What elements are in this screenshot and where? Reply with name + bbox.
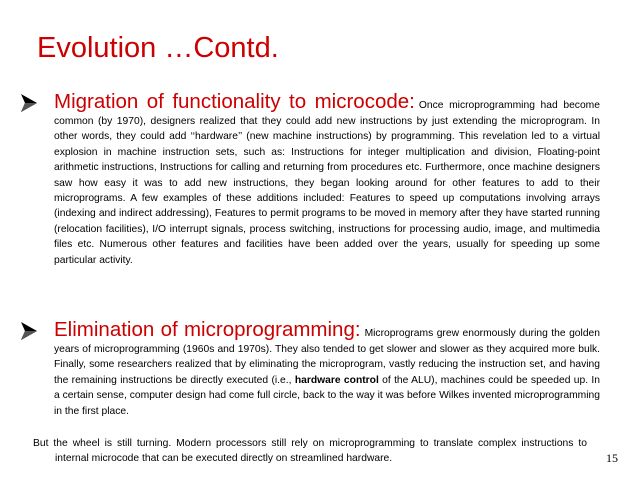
bullet-body: [54, 318, 600, 419]
bullet-description: Microprograms grew enormously during the golden years of microprogramming (1960s and 1970s). They also tended to get slower and slower as they acquired more bulk. Finally, some researchers realized that by eliminating the microprogram, vastly reducing the instruction set, and having the remaining instructions be directly executed (i.e.,: [54, 328, 600, 386]
page-number: 15: [606, 451, 618, 465]
bullet-migration: [20, 90, 600, 268]
slide-title: Evolution …Contd.: [37, 32, 279, 64]
arrowhead-bullet-icon: [20, 93, 40, 113]
arrowhead-bullet-icon: [20, 321, 40, 341]
bold-term: hardware control: [294, 374, 379, 386]
bullet-description-continued: of the ALU), machines could be speeded up. In a certain sense, computer design had come full circle, back to the way it was before Wilkes invented microprogramming in the first place.: [54, 374, 600, 417]
closing-paragraph: But the wheel is still turning. Modern processors still rely on microprogramming to translate complex instructions to internal microcode that can be executed directly on streamlined hardware.: [33, 438, 587, 465]
bullet-body: [54, 90, 600, 268]
bullet-description: Once microprogramming had become common (by 1970), designers realized that they could add new instructions by just extending the microprogram. In other words, they could add ‘‘hardware’’ (new machine instructions) by programming. This revelation led to a virtual explosion in machine instruction sets, such as: Instructions for integer multiplication and division, Floating-point arithmetic instructions, Instructions for calling and returning from procedures etc. Furthermore, once machine designers saw how easy it was to add new instructions, they began looking around for other features to add to their microprograms. A few examples of these additions included: Features to speed up computations involving arrays (indexing and indirect addressing), Features to permit programs to be moved in memory after they have started running (relocation facilities), I/O interrupt signals, process switching, instructions for processing audio, image, and multimedia files etc. Numerous other features and facilities have been added over the years, usually for speeding up some particular activity.: [54, 100, 600, 266]
bullet-elimination: [20, 318, 600, 419]
bullet-heading: Migration of functionality to microcode:: [54, 90, 415, 113]
bullet-heading: Elimination of microprogramming:: [54, 318, 361, 341]
